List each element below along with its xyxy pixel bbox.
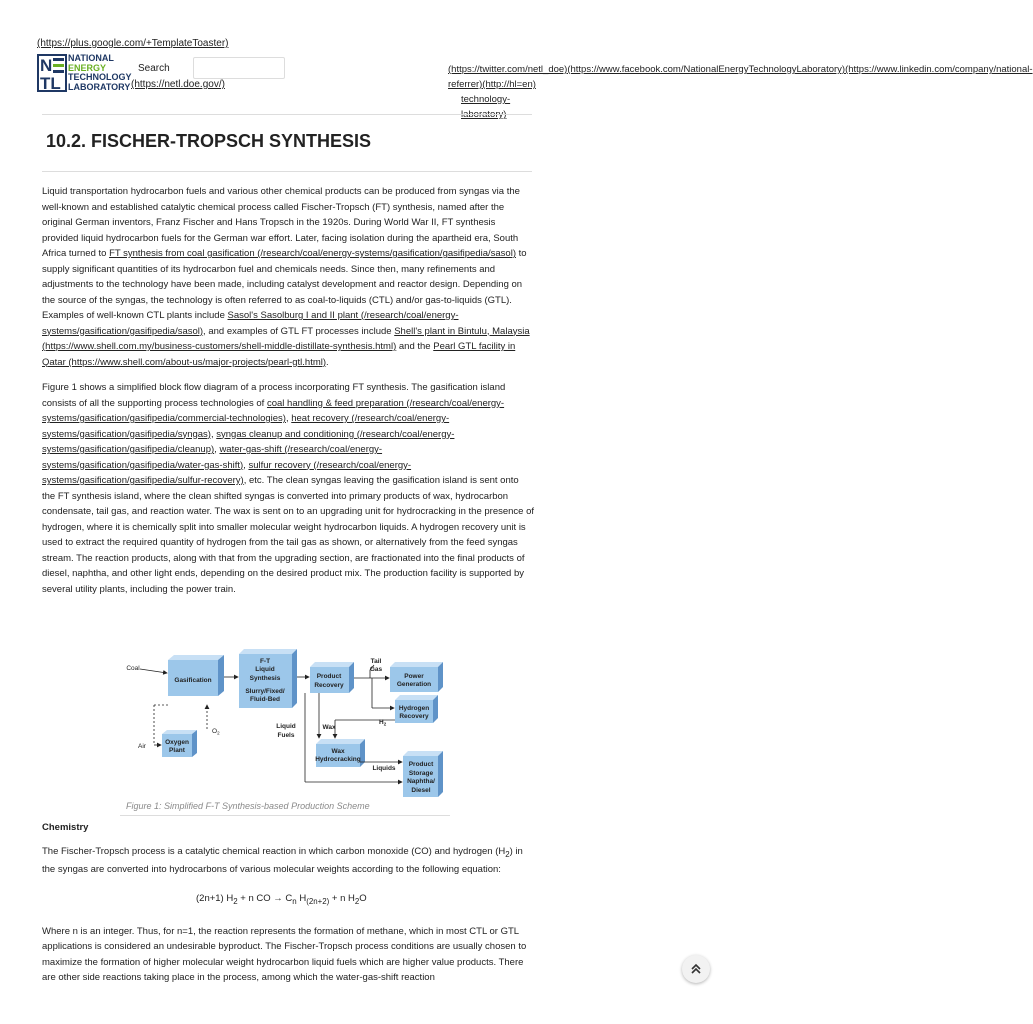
figure-description-paragraph: Figure 1 shows a simplified block flow diagram of a process incorporating FT synthesis. The gasification island consists of all the supporting process technologies of coal handling & feed preparation (/research/coal/energy-systems/gasification/gasifipedia/commercial-technologies), heat recovery (/research/coal/energy-systems/gasification/gasifipedia/syngas), syngas cleanup and conditioning (/research/coal/energy-systems/gasification/gasifipedia/cleanup), water-gas-shift (/research/coal/energy-systems/gasification/gasifipedia/water-gas-shift), sulfur recovery (/research/coal/energy-systems/gasification/gasifipedia/sulfur-recovery), etc. The clean syngas leaving the gasification island is sent onto the FT synthesis island, where the clean shifted syngas is converted into primary products of wax, hydrocarbon condensate, tail gas, and reaction water. The wax is sent on to an upgrading unit for hydrocracking in the presence of hydrogen, where it is chemically split into smaller molecular weight hydrocarbon liquids. A hydrogen recovery unit is used to extract the required quantity of hydrogen from the tail gas as shown, or alternatively from the feed syngas stream. The reaction products, along with that from the upgrading section, are fractionated into the final products of diesel, naphtha, and other light ends, depending on the desired product mix. The production facility is supported by several utility plants, including the power train.: [42, 382, 535, 595]
label-wax: Wax: [322, 724, 336, 731]
label-tail-gas-1: Tail: [370, 658, 382, 665]
label-ft-2: Liquid: [255, 666, 275, 673]
label-oxygen-2: Plant: [169, 747, 185, 754]
label-air: Air: [138, 743, 146, 750]
label-tail-gas-2: Gas: [369, 666, 383, 673]
label-o2: $O_2$: [212, 728, 220, 736]
link-pearl-gtl[interactable]: Pearl GTL facility in Qatar (https://www.shell.com/about-us/major-projects/pearl-gtl.html): [42, 341, 516, 368]
article-body: [42, 184, 534, 607]
label-product-storage-2: Storage: [408, 770, 434, 777]
label-product-storage-3: Naphtha/: [407, 778, 435, 785]
label-liquids: Liquids: [372, 765, 396, 772]
ft-equation: (2n+1) $H_2 + n$ CO → $C_n$ $H_{(2n+2)} + n$ $H_2O$: [196, 893, 367, 907]
chemistry-paragraph: The Fischer-Tropsch process is a catalytic chemical reaction in which carbon monoxide (CO) and hydrogen $(H_2)$ in the syngas are converted into hydrocarbons of various molecular weights according to the following equation:: [42, 845, 523, 875]
link-water-gas-shift[interactable]: water-gas-shift (/research/coal/energy-systems/gasification/gasifipedia/water-gas-shift): [42, 444, 383, 471]
label-h2: $H_2$: [379, 719, 387, 727]
diagram-boxes: [162, 649, 443, 797]
scroll-to-top-button[interactable]: [682, 955, 710, 983]
label-hydrogen-recovery-1: Hydrogen: [398, 705, 430, 712]
social-link-technology[interactable]: technology-: [461, 94, 511, 105]
label-product-storage-1: Product: [408, 761, 434, 768]
link-coal-handling[interactable]: coal handling & feed preparation (/research/coal/energy-systems/gasification/gasifipedia/commercial-technologies): [42, 397, 505, 424]
label-liquid-fuels-1: Liquid: [276, 723, 296, 730]
social-links: [448, 62, 1033, 122]
label-ft-1: F-T: [259, 658, 271, 665]
link-sasol-plant[interactable]: Sasol's Sasolburg I and II plant (/research/coal/energy-systems/gasification/gasifipedia/sasol): [42, 310, 459, 337]
page-title: 10.2. FISCHER-TROPSCH SYNTHESIS: [46, 131, 372, 151]
label-product-recovery-1: Product: [316, 673, 342, 680]
label-wax-hydrocracking-1: Wax: [331, 748, 345, 755]
svg-text:TL: TL: [40, 74, 61, 93]
svg-text:N: N: [40, 56, 53, 75]
social-link-referrer[interactable]: referrer)(http://hl=en): [448, 79, 536, 90]
label-liquid-fuels-2: Fuels: [277, 732, 295, 739]
label-product-recovery-2: Recovery: [314, 682, 344, 689]
label-ft-4: Slurry/Fixed/: [245, 688, 285, 695]
intro-paragraph: Liquid transportation hydrocarbon fuels and various other chemical products can be produced from syngas via the well-known and established catalytic chemical process called Fischer-Tropsch (FT) synthesis, named after the original German inventors, Franz Fischer and Hans Tropsch in the 1920s. During World War II, FT synthesis provided liquid hydrocarbon fuels for the German war effort. Later, facing isolation during the apartheid era, South Africa turned to FT synthesis from coal gasification (/research/coal/energy-systems/gasification/gasifipedia/sasol) to supply significant quantities of its hydrocarbon fuel and chemicals needs. Since then, many refinements and adjustments to the technology have been made, including catalyst development and reactor design. Depending on the source of the syngas, the technology is often referred to as coal-to-liquids (CTL) and/or gas-to-liquids (GTL). Examples of well-known CTL plants include Sasol's Sasolburg I and II plant (/research/coal/energy-systems/gasification/gasifipedia/sasol), and examples of GTL FT processes include Shell's plant in Bintulu, Malaysia (https://www.shell.com.my/business-customers/shell-middle-distillate-synthesis.html) and the Pearl GTL facility in Qatar (https://www.shell.com/about-us/major-projects/pearl-gtl.html).: [42, 186, 530, 368]
double-chevron-up-icon: [690, 963, 702, 975]
netl-home-link[interactable]: (https://netl.doe.gov/): [131, 79, 225, 90]
search-label: Search: [138, 63, 170, 74]
link-ft-coal-gasification[interactable]: FT synthesis from coal gasification (/research/coal/energy-systems/gasification/gasifipedia/sasol): [109, 248, 516, 259]
link-shell-bintulu[interactable]: Shell's plant in Bintulu, Malaysia (https://www.shell.com.my/business-customers/shell-middle-distillate-synthesis.html): [42, 325, 530, 352]
google-plus-link[interactable]: (https://plus.google.com/+TemplateToaster): [37, 38, 229, 49]
label-product-storage-4: Diesel: [411, 787, 431, 794]
label-gasification: Gasification: [174, 677, 212, 684]
chemistry-section: [42, 820, 534, 994]
methane-paragraph: Where n is an integer. Thus, for n=1, the reaction represents the formation of methane, which in most CTL or GTL applications is considered an undesirable byproduct. The Fischer-Tropsch process conditions are usually chosen to maximize the formation of higher molecular weight hydrocarbon liquid fuels which are higher value products. There are other side reactions taking place in the process, among which the water-gas-shift reaction: [42, 925, 527, 984]
social-link-overlap[interactable]: (https://twitter.com/netl_doe)(https://www.facebook.com/NationalEnergyTechnologyLaboratory)(https://www.linkedin.com/company/national-: [448, 64, 1033, 75]
link-syngas-cleanup[interactable]: syngas cleanup and conditioning (/research/coal/energy-systems/gasification/gasifipedia/cleanup): [42, 428, 455, 455]
figure-divider: [120, 815, 450, 816]
label-ft-3: Synthesis: [249, 675, 281, 682]
label-wax-hydrocracking-2: Hydrocracking: [315, 756, 361, 763]
link-heat-recovery[interactable]: heat recovery (/research/coal/energy-systems/gasification/gasifipedia/syngas): [42, 413, 450, 440]
figure-caption: Figure 1: Simplified F-T Synthesis-based Production Scheme: [126, 801, 370, 811]
label-power-2: Generation: [396, 681, 432, 688]
link-sulfur-recovery[interactable]: sulfur recovery (/research/coal/energy-systems/gasification/gasifipedia/sulfur-recovery): [42, 459, 412, 486]
label-hydrogen-recovery-2: Recovery: [399, 713, 429, 720]
label-power-1: Power: [404, 673, 424, 680]
social-link-laboratory[interactable]: laboratory): [461, 109, 507, 120]
label-oxygen-1: Oxygen: [165, 739, 189, 746]
label-coal: Coal: [126, 665, 140, 672]
header-divider: [42, 114, 532, 115]
search-input[interactable]: [193, 57, 285, 79]
netl-logo-text: NATIONAL ENERGY TECHNOLOGY LABORATORY: [68, 53, 132, 92]
title-divider: [42, 171, 532, 172]
ft-process-diagram: [120, 645, 450, 798]
label-ft-5: Fluid-Bed: [250, 696, 280, 703]
chemistry-heading: Chemistry: [42, 822, 89, 833]
